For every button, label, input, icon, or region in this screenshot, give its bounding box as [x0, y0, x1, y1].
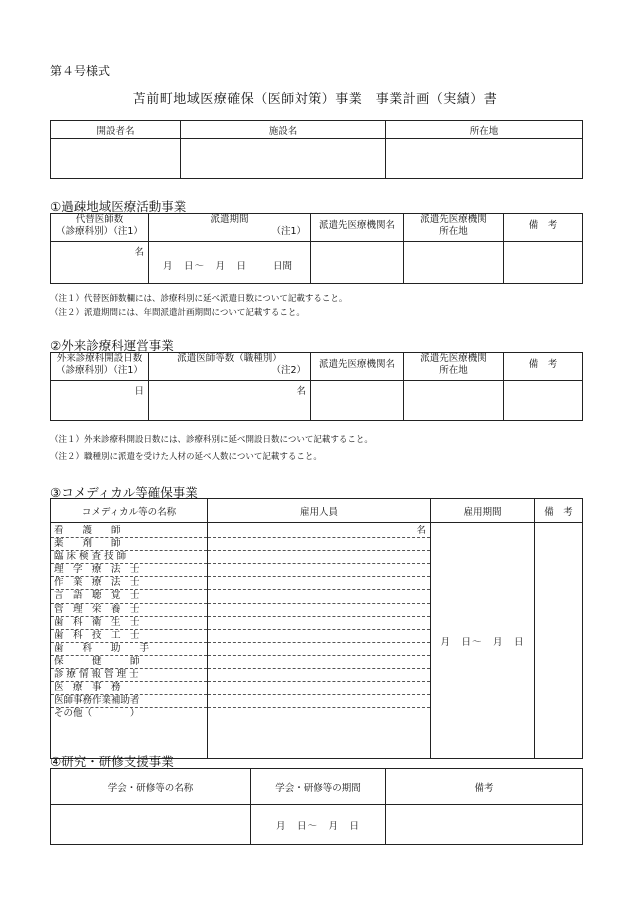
- s1-h-addr-1: 派遣先医療機関: [420, 214, 487, 225]
- s2-h-staff-1: 派遣医師等数（職種別）: [177, 353, 282, 364]
- facility-field[interactable]: [181, 139, 386, 179]
- comedical-item: 歯 科 助 手: [51, 643, 207, 656]
- s2-h-org: 派遣先医療機関名: [311, 353, 404, 381]
- s1-doctor-count-field[interactable]: [51, 242, 149, 284]
- s4-h-period: 学会・研修等の期間: [251, 769, 386, 805]
- s1-h-remarks: 備 考: [504, 214, 583, 242]
- comedical-count-field[interactable]: [208, 643, 430, 656]
- comedical-count-field[interactable]: [208, 525, 430, 538]
- comedical-item: 医 療 事 務: [51, 682, 207, 695]
- operator-field[interactable]: [51, 139, 181, 179]
- comedical-item: 保 健 師: [51, 656, 207, 669]
- header-location: 所在地: [386, 121, 583, 139]
- s1-remarks-field[interactable]: [504, 242, 583, 284]
- s3-unit-person: 名: [416, 525, 426, 536]
- section3-heading: ③コメディカル等確保事業: [50, 485, 198, 500]
- s3-employed-list[interactable]: [208, 523, 431, 759]
- comedical-item: その他（ ）: [54, 708, 140, 720]
- s4-period-text: 月 日～ 月 日: [275, 820, 360, 832]
- comedical-count-field[interactable]: [208, 551, 430, 564]
- s1-unit-person: 名: [134, 247, 144, 258]
- form-number: 第４号様式: [50, 64, 111, 78]
- s1-period-text: 月 日～ 月 日: [163, 261, 248, 272]
- s2-staff-field[interactable]: [149, 381, 311, 421]
- s2-note-2: （注２）職種別に派遣を受けた人材の延べ人数について記載すること。: [50, 452, 322, 462]
- s1-h-period-2: （注1）: [271, 226, 306, 237]
- header-operator: 開設者名: [51, 121, 181, 139]
- s1-h-org: 派遣先医療機関名: [311, 214, 404, 242]
- comedical-count-field[interactable]: [208, 617, 430, 630]
- comedical-count-field[interactable]: [208, 604, 430, 617]
- s2-h-addr-2: 所在地: [439, 365, 468, 376]
- s3-period-field[interactable]: [431, 523, 535, 759]
- comedical-item: 歯 科 技 工 士: [51, 630, 207, 643]
- s1-period-field[interactable]: [149, 242, 311, 284]
- s1-note-1: （注１）代替医師数欄には、診療科別に延べ派遣日数について記載すること。: [50, 294, 348, 304]
- s3-remarks-field[interactable]: [535, 523, 583, 759]
- comedical-item: 歯 科 衛 生 士: [51, 617, 207, 630]
- comedical-item: 薬 剤 師: [51, 538, 207, 551]
- s1-h-addr-2: 所在地: [439, 226, 468, 237]
- s3-h-employed: 雇用人員: [208, 499, 431, 523]
- s2-note-1: （注１）外来診療科開設日数には、診療科別に延べ開設日数について記載すること。: [50, 435, 373, 445]
- s2-addr-field[interactable]: [404, 381, 504, 421]
- s4-h-name: 学会・研修等の名称: [51, 769, 251, 805]
- s1-org-field[interactable]: [311, 242, 404, 284]
- comedical-count-field[interactable]: [208, 708, 430, 720]
- section2-table: [50, 352, 583, 421]
- s4-period-field[interactable]: [251, 805, 386, 845]
- s2-days-field[interactable]: [51, 381, 149, 421]
- comedical-count-field[interactable]: [208, 577, 430, 590]
- s2-remarks-field[interactable]: [504, 381, 583, 421]
- s1-h-doctor-2: （診療科別）（注1）: [56, 226, 143, 237]
- s1-addr-field[interactable]: [404, 242, 504, 284]
- s1-days-text: 日間: [272, 261, 292, 272]
- s2-h-remarks: 備 考: [504, 353, 583, 381]
- s2-h-days-2: （診療科別）（注1）: [56, 365, 143, 376]
- s2-h-addr-1: 派遣先医療機関: [420, 353, 487, 364]
- comedical-item: 管 理 栄 養 士: [51, 604, 207, 617]
- comedical-item: 言 語 聴 覚 士: [51, 590, 207, 603]
- s1-note-2: （注２）派遣期間には、年間派遣計画期間について記載すること。: [50, 308, 305, 318]
- s2-unit-day: 日: [134, 386, 144, 397]
- section4-heading: ④研究・研修支援事業: [50, 754, 174, 769]
- comedical-count-field[interactable]: [208, 695, 430, 708]
- comedical-count-field[interactable]: [208, 564, 430, 577]
- comedical-count-field[interactable]: [208, 682, 430, 695]
- comedical-count-field[interactable]: [208, 538, 430, 551]
- header-facility: 施設名: [181, 121, 386, 139]
- s3-period-text: 月 日～ 月 日: [440, 636, 525, 648]
- s3-h-name: コメディカル等の名称: [51, 499, 208, 523]
- s2-unit-person: 名: [296, 386, 306, 397]
- basic-info-table: [50, 120, 583, 179]
- s2-h-days-1: 外来診療科開設日数: [56, 353, 143, 364]
- s1-h-period-1: 派遣期間: [210, 214, 249, 225]
- section2-heading: ②外来診療科運営事業: [50, 338, 174, 353]
- section1-table: [50, 213, 583, 284]
- section3-table: [50, 498, 583, 759]
- comedical-item: 作 業 療 法 士: [51, 577, 207, 590]
- comedical-count-field[interactable]: [208, 656, 430, 669]
- comedical-item: 医師事務作業補助者: [51, 695, 207, 708]
- s2-h-staff-2: （注2）: [271, 365, 306, 376]
- s4-h-remarks: 備考: [386, 769, 583, 805]
- comedical-count-field[interactable]: [208, 630, 430, 643]
- s3-h-period: 雇用期間: [431, 499, 535, 523]
- s1-h-doctor-1: 代替医師数: [75, 214, 124, 225]
- s3-h-remarks: 備 考: [535, 499, 583, 523]
- section4-table: [50, 768, 583, 845]
- s4-remarks-field[interactable]: [386, 805, 583, 845]
- location-field[interactable]: [386, 139, 583, 179]
- comedical-item: 診 療 情 報 管 理 士: [51, 669, 207, 682]
- s3-name-list: [51, 523, 208, 759]
- s2-org-field[interactable]: [311, 381, 404, 421]
- comedical-item: 理 学 療 法 士: [51, 564, 207, 577]
- section1-heading: ①過疎地域医療活動事業: [50, 199, 187, 214]
- s4-name-field[interactable]: [51, 805, 251, 845]
- comedical-item: 看 護 師: [51, 525, 207, 538]
- document-title: 苫前町地域医療確保（医師対策）事業 事業計画（実績）書: [132, 92, 498, 107]
- comedical-item: 臨 床 検 査 技 師: [51, 551, 207, 564]
- comedical-count-field[interactable]: [208, 590, 430, 603]
- comedical-count-field[interactable]: [208, 669, 430, 682]
